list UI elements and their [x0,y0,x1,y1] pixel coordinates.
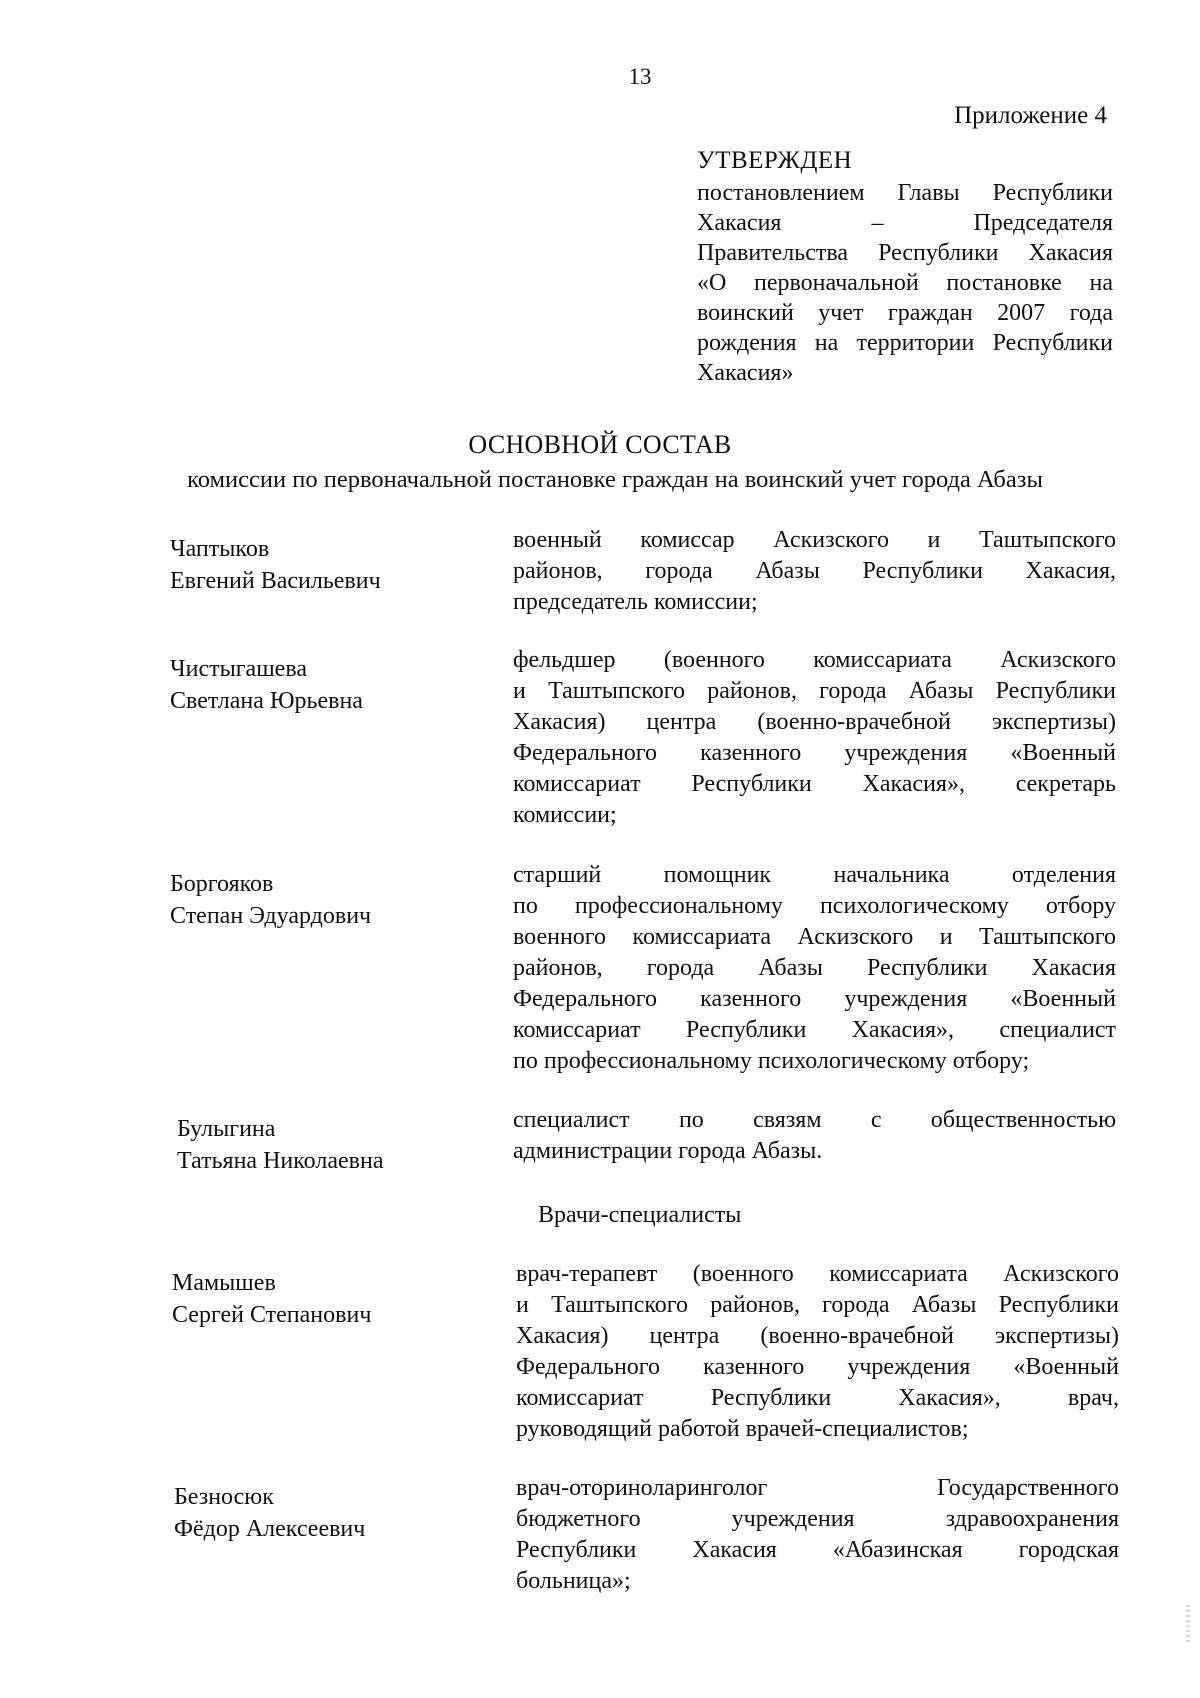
description-line: врач-оториноларинголог Государственного [516,1475,1119,1501]
approval-block [697,144,1113,388]
description-line: Федерального казенного учреждения «Военный [516,1354,1119,1380]
member-name [172,1267,492,1331]
member-surname: Булыгина [177,1116,276,1142]
description-line: комиссии; [513,802,617,828]
approval-line: Хакасия» [697,360,794,386]
description-line: фельдшер (военного комиссариата Аскизского [513,647,1116,673]
description-line: Федерального казенного учреждения «Военный [513,740,1116,766]
member-surname: Чистыгашева [170,656,308,682]
document-heading: ОСНОВНОЙ СОСТАВ [468,430,732,459]
description-line: комиссариат Республики Хакасия», врач, [516,1385,1119,1411]
description-line: администрации города Абазы. [513,1138,823,1164]
member-name [170,653,490,717]
member-description [513,645,1116,831]
member-given-name: Сергей Степанович [172,1302,372,1328]
member-name [177,1113,497,1177]
description-line: и Таштыпского районов, города Абазы Республики [516,1292,1119,1318]
description-line: председатель комиссии; [513,589,758,615]
member-surname: Безносюк [174,1484,274,1510]
member-given-name: Фёдор Алексеевич [174,1516,366,1542]
description-line: Хакасия) центра (военно-врачебной экспертизы) [513,709,1116,735]
member-given-name: Светлана Юрьевна [170,688,363,714]
member-surname: Чаптыков [170,536,270,562]
description-line: врач-терапевт (военного комиссариата Аскизского [516,1261,1119,1287]
member-name [170,533,490,597]
approval-line: Правительства Республики Хакасия [697,240,1113,266]
approval-line: воинский учет граждан 2007 года [697,300,1113,326]
member-description [516,1259,1119,1445]
member-description [513,1105,1116,1167]
description-line: больница»; [516,1568,631,1594]
description-line: военный комиссар Аскизского и Таштыпского [513,527,1116,553]
description-line: Республики Хакасия «Абазинская городская [516,1537,1119,1563]
description-line: руководящий работой врачей-специалистов; [516,1416,969,1442]
description-line: Федерального казенного учреждения «Военный [513,986,1116,1012]
scan-artifact [1186,1605,1190,1645]
page-number: 13 [628,64,652,89]
member-given-name: Степан Эдуардович [170,903,372,929]
member-surname: Мамышев [172,1270,276,1296]
approval-line: «О первоначальной постановке на [697,270,1113,296]
approval-text [697,178,1113,388]
approval-line: Хакасия – Председателя [697,210,1113,236]
document-subheading: комиссии по первоначальной постановке граждан на воинский учет города Абазы [187,466,1043,493]
description-line: комиссариат Республики Хакасия», секретарь [513,771,1116,797]
member-description [516,1473,1119,1597]
member-surname: Боргояков [170,871,274,897]
approval-line: постановлением Главы Республики [697,180,1113,206]
description-line: и Таштыпского районов, города Абазы Республики [513,678,1116,704]
description-line: по профессиональному психологическому отбору [513,893,1116,919]
description-line: старший помощник начальника отделения [513,862,1116,888]
approval-title: УТВЕРЖДЕН [697,147,853,174]
member-description [513,860,1116,1077]
section-label: Врачи-специалисты [538,1202,742,1228]
description-line: комиссариат Республики Хакасия», специалист [513,1017,1116,1043]
member-name [174,1481,494,1545]
description-line: районов, города Абазы Республики Хакасия, [513,558,1116,584]
description-line: бюджетного учреждения здравоохранения [516,1506,1119,1532]
description-line: районов, города Абазы Республики Хакасия [513,955,1116,981]
description-line: Хакасия) центра (военно-врачебной экспертизы) [516,1323,1119,1349]
member-given-name: Евгений Васильевич [170,568,381,594]
description-line: по профессиональному психологическому отбору; [513,1048,1030,1074]
member-given-name: Татьяна Николаевна [177,1148,384,1174]
member-description [513,525,1116,618]
member-name [170,868,490,932]
description-line: специалист по связям с общественностью [513,1107,1116,1133]
description-line: военного комиссариата Аскизского и Таштыпского [513,924,1116,950]
appendix-label: Приложение 4 [954,102,1107,129]
approval-line: рождения на территории Республики [697,330,1113,356]
